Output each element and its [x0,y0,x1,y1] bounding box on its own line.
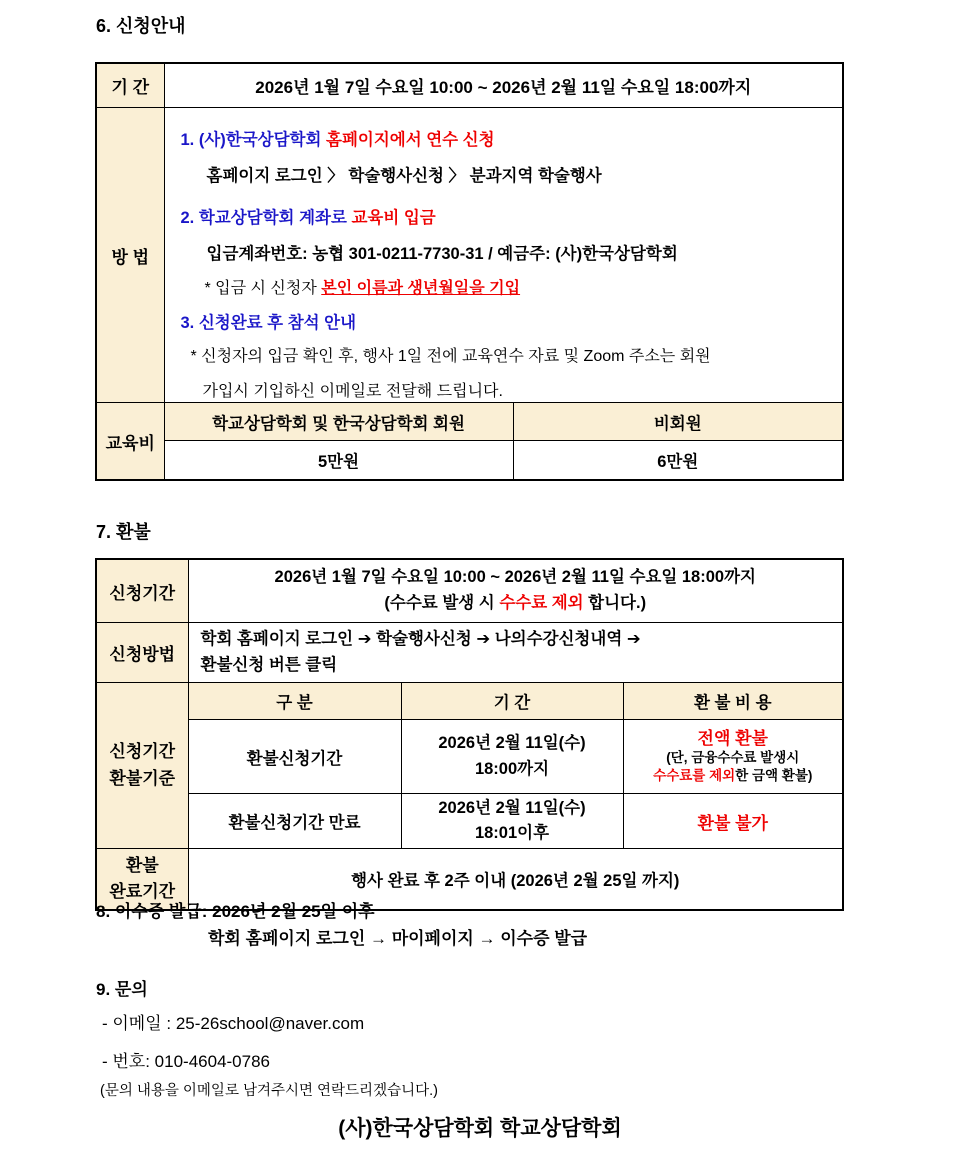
method-item-3-blue: 3. 신청완료 후 참석 안내 [180,313,357,332]
apply-period-line2-post: 합니다.) [583,594,647,612]
table-row [96,403,843,441]
table-row [96,683,843,720]
section9-contact [96,975,438,1100]
row2-period-line1: 2026년 2월 11일(수) [438,798,586,817]
fee-member-header-cell: 학교상담학회 및 한국상담학회 회원 [164,403,513,441]
row1-refund-main: 전액 환불 [697,728,768,748]
contact-note: (문의 내용을 이메일로 남겨주시면 연락드리겠습니다.) [100,1083,438,1099]
criteria-label-line1: 신청기간 [109,742,176,762]
refund-row2-refund-cell [623,794,843,849]
method-item-2-red: 교육비 입금 [351,209,436,228]
col-header-period: 기 간 [401,683,623,720]
method-label-cell: 방 법 [96,108,164,403]
table-row [96,849,843,911]
section8-path-line: 학회 홈페이지 로그인 → 마이페이지 → 이수증 발급 [208,929,588,948]
footer-organization: (사)한국상담학회 학교상담학회 [338,1117,622,1140]
col-header-refund: 환 불 비 용 [623,683,843,720]
refund-complete-value-cell: 행사 완료 후 2주 이내 (2026년 2월 25일 까지) [188,849,843,911]
apply-method-line1: 학회 홈페이지 로그인 ➔ 학술행사신청 ➔ 나의수강신청내역 ➔ [200,630,641,648]
method-zoom-note-line2: 가입시 기입하신 이메일로 전달해 드립니다. [202,383,503,401]
method-item-1 [181,130,833,151]
refund-row2-period-cell [401,794,623,849]
table-row [96,441,843,481]
method-deposit-note [205,279,833,299]
section9-heading: 9. 문의 [96,980,148,999]
table-row [96,623,843,683]
section8-heading-line [96,903,587,920]
refund-apply-period-cell [188,559,843,623]
row1-period-line2: 18:00까지 [474,759,550,778]
complete-label [97,853,188,906]
method-item-3 [181,313,833,334]
refund-row1-refund-cell [623,720,843,794]
method-item-1-sub: 홈페이지 로그인 〉 학술행사신청 〉 분과지역 학술행사 [206,166,602,185]
fee-member-value-cell: 5만원 [164,441,513,481]
refund-row1-category-cell: 환불신청기간 [188,720,401,794]
section7-heading: 7. 환불 [96,522,151,542]
refund-row1-period-cell [401,720,623,794]
period-value-cell: 2026년 1월 7일 수요일 10:00 ~ 2026년 2월 11일 수요일 18:00까지 [164,63,843,108]
method-item-2-blue: 2. 학교상담학회 계좌로 [180,209,352,228]
method-item-2 [181,208,833,229]
refund-row2-category-cell: 환불신청기간 만료 [188,794,401,849]
refund-apply-method-cell [188,623,843,683]
complete-label-line1: 환불 [125,855,159,875]
refund-criteria-label-cell [96,683,188,849]
method-content-cell [164,108,843,403]
deposit-note-prefix: * 입금 시 신청자 [204,279,322,297]
fee-label-cell: 교육비 [96,403,164,481]
refund-complete-label-cell [96,849,188,911]
method-content [165,108,843,402]
row1-refund-sub1: (단, 금융수수료 발생시 [666,750,800,766]
refund-apply-method-label-cell: 신청방법 [96,623,188,683]
application-info-table [95,62,844,481]
apply-period-line1: 2026년 1월 7일 수요일 10:00 ~ 2026년 2월 11일 수요일 18:00까지 [274,568,756,587]
apply-period-line2-pre: (수수료 발생 시 [384,594,500,612]
fee-nonmember-header-cell: 비회원 [513,403,843,441]
row1-refund-sub2 [624,767,843,785]
deposit-note-red: 본인 이름과 생년월일을 기입 [321,279,521,297]
section8-certificate [96,903,587,947]
section8-heading-bold: 8. 이수증 발급: [96,902,208,921]
table-row [96,794,843,849]
fee-nonmember-value-cell: 6만원 [513,441,843,481]
apply-period-line2 [189,591,843,617]
row1-period-line1: 2026년 2월 11일(수) [438,734,586,753]
period-label-cell: 기 간 [96,63,164,108]
contact-phone-line: - 번호: 010-4604-0786 [102,1052,270,1071]
row2-period-line2: 18:01이후 [474,824,550,843]
refund-table [95,558,844,911]
method-item-1-red: 홈페이지에서 연수 신청 [326,131,495,149]
col-header-category: 구 분 [188,683,401,720]
complete-label-line2: 완료기간 [109,882,176,902]
apply-method-content [189,623,843,682]
method-item-1-blue: 1. (사)한국상담학회 [180,131,326,149]
apply-method-line2: 환불신청 버튼 클릭 [200,655,338,674]
section6-heading: 6. 신청안내 [96,16,186,36]
method-zoom-note-line1: * 신청자의 입금 확인 후, 행사 1일 전에 교육연수 자료 및 Zoom 주소는 회원 [190,348,711,366]
method-account-line: 입금계좌번호: 농협 301-0211-7730-31 / 예금주: (사)한국상담학회 [206,244,678,263]
apply-period-line2-red: 수수료 제외 [499,594,584,612]
row1-refund-sub2-post: 한 금액 환불) [735,767,813,783]
row2-refund-value: 환불 불가 [697,813,768,833]
table-row [96,559,843,623]
contact-email-line: - 이메일 : 25-26school@naver.com [102,1014,365,1033]
table-row [96,720,843,794]
table-row [96,108,843,403]
criteria-label-line2: 환불기준 [109,768,176,788]
table-row [96,63,843,108]
section8-heading-rest: 2026년 2월 25일 이후 [207,902,375,921]
row1-refund-sub2-red: 수수료를 제외 [653,767,736,783]
criteria-label [97,739,188,792]
refund-apply-period-label-cell: 신청기간 [96,559,188,623]
